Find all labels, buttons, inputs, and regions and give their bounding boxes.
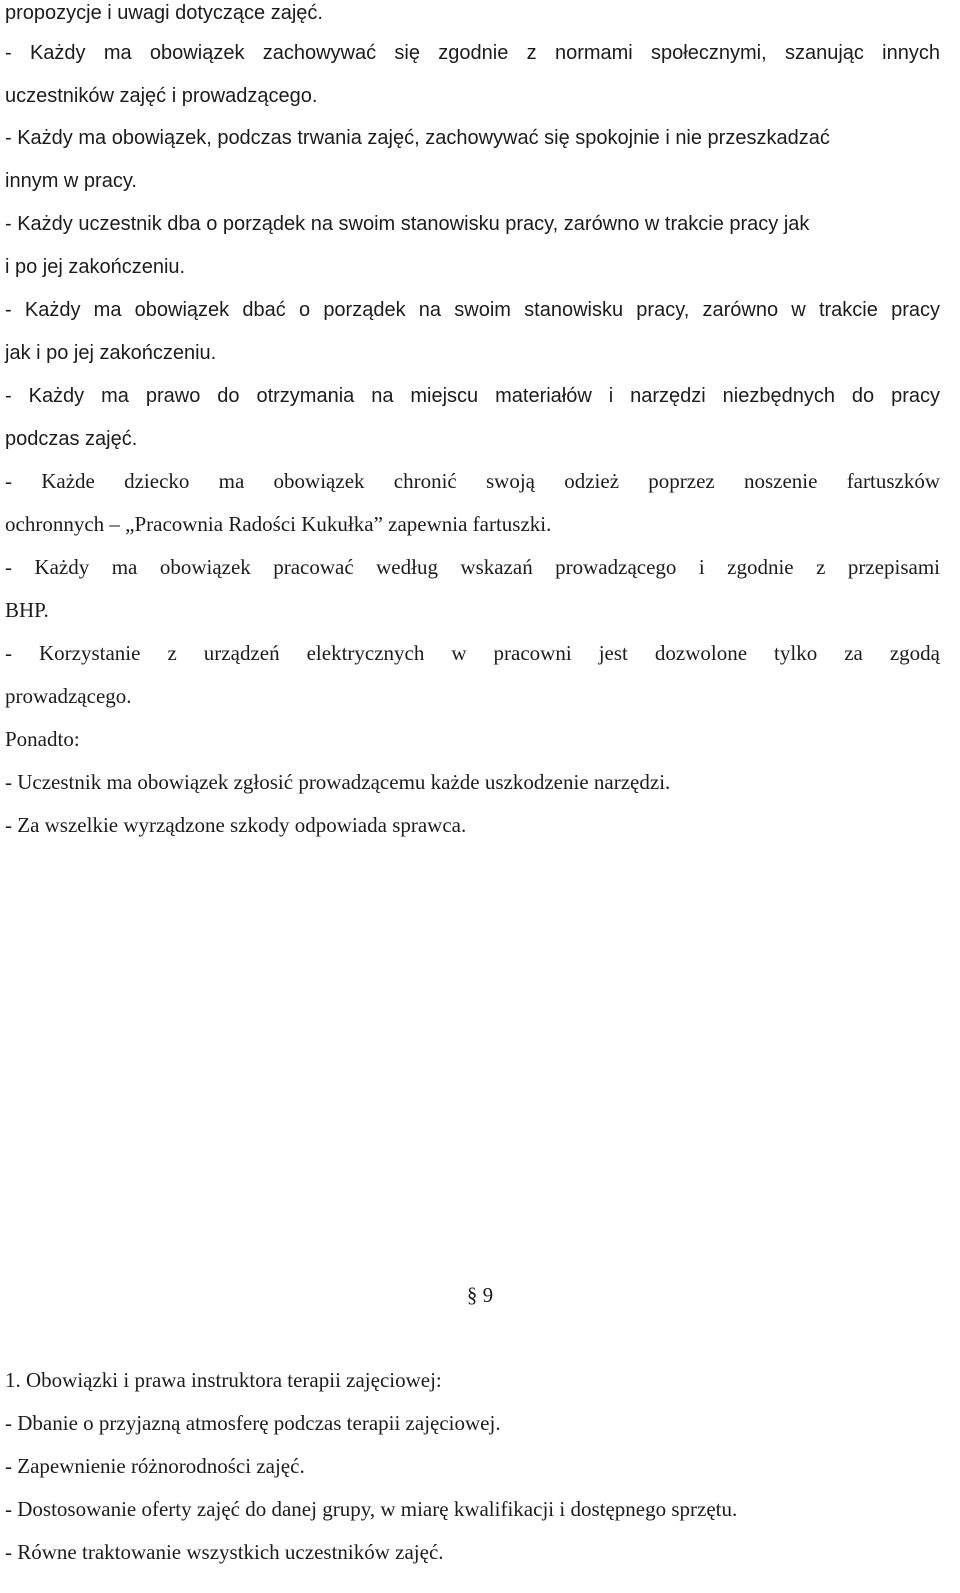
rule-line: - Każdy ma obowiązek dbać o porządek na swoim stanowisku pracy, zarówno w trakcie pracy (5, 299, 940, 321)
list-item: - Dostosowanie oferty zajęć do danej grupy, w miarę kwalifikacji i dostępnego sprzętu. (5, 1497, 738, 1521)
rule-line: i po jej zakończeniu. (5, 256, 186, 278)
paragraph-line: propozycje i uwagi dotyczące zajęć. (5, 2, 323, 24)
rule-line: - Uczestnik ma obowiązek zgłosić prowadzącemu każde uszkodzenie narzędzi. (5, 770, 671, 794)
section-heading: § 9 (466, 1283, 494, 1307)
paragraph-line: innym w pracy. (5, 170, 137, 192)
rule-line: podczas zajęć. (5, 428, 138, 450)
ponadto-label: Ponadto: (5, 727, 80, 751)
rule-line: - Każdy ma prawo do otrzymania na miejscu materiałów i narzędzi niezbędnych do pracy (5, 385, 940, 407)
section-title: 1. Obowiązki i prawa instruktora terapii zajęciowej: (5, 1368, 442, 1392)
rule-line: prowadzącego. (5, 684, 132, 708)
rule-line: ochronnych – „Pracownia Radości Kukułka” zapewnia fartuszki. (5, 512, 552, 536)
rule-line: - Za wszelkie wyrządzone szkody odpowiada sprawca. (5, 813, 467, 837)
paragraph-line: uczestników zajęć i prowadzącego. (5, 85, 318, 107)
rule-line: - Każde dziecko ma obowiązek chronić swoją odzież poprzez noszenie fartuszków (5, 469, 940, 493)
rule-line: BHP. (5, 598, 49, 622)
list-item: - Równe traktowanie wszystkich uczestników zajęć. (5, 1540, 444, 1564)
rule-line: - Każdy ma obowiązek pracować według wskazań prowadzącego i zgodnie z przepisami (5, 555, 940, 579)
rule-line: - Korzystanie z urządzeń elektrycznych w pracowni jest dozwolone tylko za zgodą (5, 641, 940, 665)
rule-line: - Każdy uczestnik dba o porządek na swoim stanowisku pracy, zarówno w trakcie pracy jak (5, 213, 810, 235)
list-item: - Dbanie o przyjazną atmosferę podczas terapii zajęciowej. (5, 1411, 501, 1435)
rule-line: jak i po jej zakończeniu. (5, 342, 217, 364)
paragraph-line: - Każdy ma obowiązek, podczas trwania zajęć, zachowywać się spokojnie i nie przeszkadzać (5, 127, 830, 149)
list-item: - Zapewnienie różnorodności zajęć. (5, 1454, 305, 1478)
paragraph-line: - Każdy ma obowiązek zachowywać się zgodnie z normami społecznymi, szanując innych (5, 42, 940, 64)
